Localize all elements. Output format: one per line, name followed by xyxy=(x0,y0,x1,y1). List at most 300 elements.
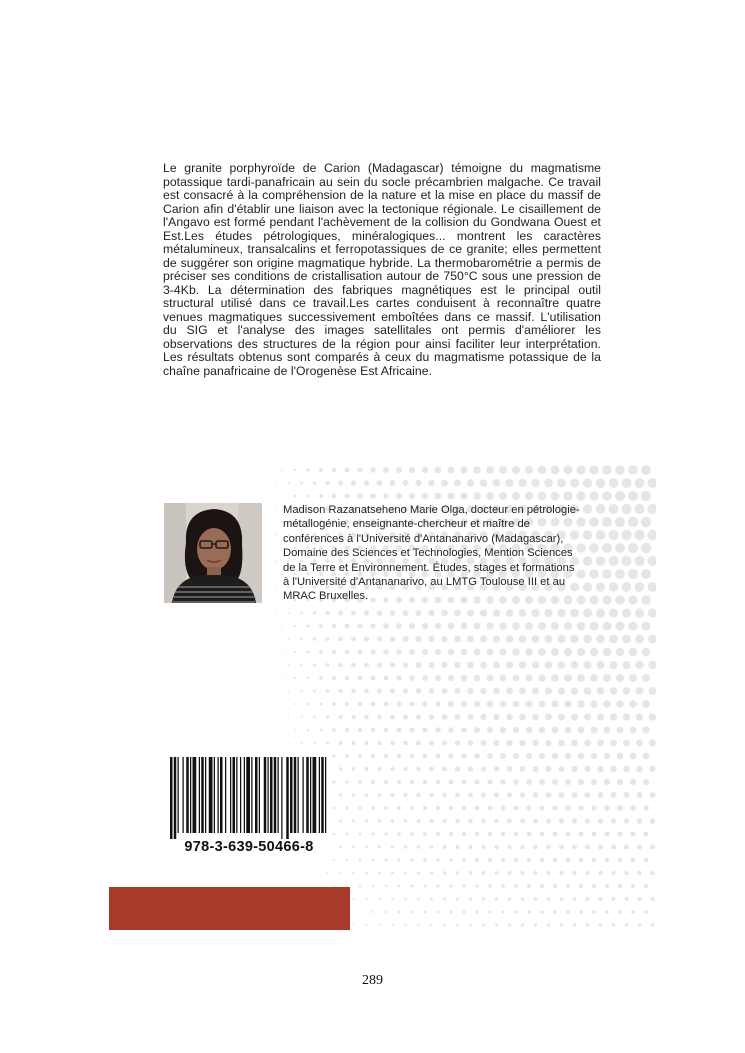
halftone-dot xyxy=(415,480,421,486)
halftone-dot xyxy=(371,780,375,784)
halftone-dot xyxy=(441,480,448,487)
barcode-bar xyxy=(270,757,273,833)
halftone-dot xyxy=(605,884,609,888)
halftone-dot xyxy=(598,792,604,798)
halftone-dot xyxy=(416,767,421,772)
halftone-dot xyxy=(325,611,329,615)
halftone-dot xyxy=(513,779,519,785)
halftone-dot xyxy=(339,872,341,874)
halftone-dot xyxy=(630,805,636,811)
halftone-dot xyxy=(403,741,408,746)
barcode-bar xyxy=(251,757,252,833)
halftone-dot xyxy=(558,766,564,772)
halftone-dot xyxy=(397,780,401,784)
halftone-dot xyxy=(602,543,612,553)
halftone-dot xyxy=(377,610,383,616)
halftone-dot xyxy=(410,780,414,784)
halftone-dot xyxy=(572,871,576,875)
halftone-dot xyxy=(455,740,461,746)
halftone-dot xyxy=(345,624,350,629)
halftone-dot xyxy=(533,871,537,875)
halftone-dot xyxy=(332,780,335,783)
halftone-dot xyxy=(435,753,440,758)
halftone-dot xyxy=(553,910,557,914)
halftone-dot xyxy=(454,688,460,694)
halftone-dot xyxy=(514,832,519,837)
halftone-dot xyxy=(647,530,656,540)
halftone-dot xyxy=(358,728,362,732)
halftone-dot xyxy=(384,832,387,835)
halftone-dot xyxy=(591,753,598,760)
halftone-dot xyxy=(429,793,433,797)
halftone-dot xyxy=(423,858,426,861)
halftone-dot xyxy=(468,845,472,849)
halftone-dot xyxy=(501,884,505,888)
halftone-dot xyxy=(377,480,383,486)
halftone-dot xyxy=(647,504,656,514)
halftone-dot xyxy=(518,479,526,487)
barcode-bar xyxy=(290,757,293,833)
halftone-dot xyxy=(551,466,560,475)
halftone-dot xyxy=(636,740,643,747)
halftone-dot xyxy=(306,624,309,627)
halftone-dot xyxy=(615,595,624,604)
halftone-dot xyxy=(506,688,513,695)
halftone-dot xyxy=(287,612,289,614)
halftone-dot xyxy=(441,662,447,668)
halftone-dot xyxy=(486,648,493,655)
halftone-dot xyxy=(455,793,460,798)
halftone-dot xyxy=(564,700,571,707)
halftone-dot xyxy=(532,714,539,721)
halftone-dot xyxy=(507,792,512,797)
halftone-dot xyxy=(641,517,651,527)
barcode-bar xyxy=(218,757,219,833)
halftone-dot xyxy=(383,675,388,680)
halftone-dot xyxy=(634,530,644,540)
halftone-dot xyxy=(474,701,480,707)
halftone-dot xyxy=(570,609,579,618)
halftone-dot xyxy=(624,897,628,901)
halftone-dot xyxy=(281,625,283,627)
halftone-dot xyxy=(415,610,421,616)
halftone-dot xyxy=(616,674,624,682)
halftone-dot xyxy=(377,767,381,771)
halftone-dot xyxy=(474,649,481,656)
halftone-dot xyxy=(570,478,579,487)
halftone-dot xyxy=(462,832,466,836)
barcode-bar xyxy=(306,757,309,833)
halftone-dot xyxy=(531,609,539,617)
halftone-dot xyxy=(378,793,382,797)
halftone-dot xyxy=(507,871,511,875)
halftone-dot xyxy=(351,610,356,615)
halftone-dot xyxy=(430,924,433,927)
halftone-dot xyxy=(481,845,485,849)
halftone-dot xyxy=(371,702,376,707)
halftone-dot xyxy=(409,701,414,706)
halftone-dot xyxy=(544,479,553,488)
halftone-dot xyxy=(508,923,511,926)
halftone-dot xyxy=(378,898,380,900)
halftone-dot xyxy=(352,846,355,849)
halftone-dot xyxy=(351,715,355,719)
halftone-dot xyxy=(551,700,558,707)
halftone-dot xyxy=(370,649,375,654)
halftone-dot xyxy=(449,858,453,862)
halftone-dot xyxy=(436,884,439,887)
halftone-dot xyxy=(385,885,388,888)
halftone-dot xyxy=(637,897,641,901)
halftone-dot xyxy=(417,871,420,874)
halftone-dot xyxy=(351,663,356,668)
halftone-dot xyxy=(332,650,336,654)
halftone-dot xyxy=(275,586,277,588)
halftone-dot xyxy=(526,753,532,759)
halftone-dot xyxy=(604,831,609,836)
halftone-dot xyxy=(560,923,563,926)
halftone-dot xyxy=(371,806,375,810)
halftone-dot xyxy=(596,478,605,487)
halftone-dot xyxy=(558,714,565,721)
halftone-dot xyxy=(539,805,544,810)
halftone-dot xyxy=(611,818,616,823)
halftone-dot xyxy=(624,871,629,876)
halftone-dot xyxy=(635,661,643,669)
halftone-dot xyxy=(397,858,400,861)
halftone-dot xyxy=(488,910,491,913)
halftone-dot xyxy=(435,649,441,655)
halftone-dot xyxy=(338,481,343,486)
halftone-dot xyxy=(474,727,480,733)
halftone-dot xyxy=(538,674,545,681)
halftone-dot xyxy=(352,767,356,771)
halftone-dot xyxy=(572,818,577,823)
halftone-dot xyxy=(547,923,550,926)
halftone-dot xyxy=(326,715,330,719)
halftone-dot xyxy=(442,819,446,823)
halftone-dot xyxy=(370,493,376,499)
halftone-dot xyxy=(319,624,323,628)
halftone-dot xyxy=(514,884,518,888)
halftone-dot xyxy=(301,742,303,744)
halftone-dot xyxy=(467,636,474,643)
halftone-dot xyxy=(396,675,401,680)
halftone-dot xyxy=(525,466,533,474)
halftone-dot xyxy=(546,792,552,798)
halftone-dot xyxy=(603,700,611,708)
halftone-dot xyxy=(384,858,387,861)
halftone-dot xyxy=(345,780,349,784)
halftone-dot xyxy=(546,845,551,850)
halftone-dot xyxy=(338,689,342,693)
halftone-dot xyxy=(422,467,428,473)
halftone-dot xyxy=(313,689,316,692)
halftone-dot xyxy=(383,467,389,473)
halftone-dot xyxy=(506,661,513,668)
halftone-dot xyxy=(391,924,393,926)
halftone-dot xyxy=(589,465,598,474)
halftone-dot xyxy=(378,872,381,875)
halftone-dot xyxy=(534,923,537,926)
halftone-dot xyxy=(578,727,585,734)
halftone-dot xyxy=(589,569,598,578)
halftone-dot xyxy=(390,715,395,720)
halftone-dot xyxy=(480,688,487,695)
halftone-dot xyxy=(638,923,642,927)
halftone-dot xyxy=(506,635,513,642)
halftone-dot xyxy=(275,482,277,484)
halftone-dot xyxy=(306,468,309,471)
halftone-dot xyxy=(300,612,303,615)
barcode-bar xyxy=(193,757,197,833)
halftone-dot xyxy=(513,727,519,733)
halftone-dot xyxy=(456,845,460,849)
halftone-dot xyxy=(597,740,604,747)
halftone-dot xyxy=(456,924,459,927)
halftone-dot xyxy=(338,611,343,616)
halftone-dot xyxy=(300,664,303,667)
halftone-dot xyxy=(332,702,336,706)
barcode-bar xyxy=(294,757,297,833)
halftone-dot xyxy=(578,753,584,759)
halftone-dot xyxy=(520,871,524,875)
barcode-bar xyxy=(319,757,320,833)
halftone-dot xyxy=(403,662,409,668)
halftone-dot xyxy=(481,766,486,771)
halftone-dot xyxy=(545,740,551,746)
halftone-dot xyxy=(344,493,349,498)
halftone-dot xyxy=(281,677,282,678)
halftone-dot xyxy=(641,595,651,605)
halftone-dot xyxy=(390,688,395,693)
halftone-dot xyxy=(475,910,478,913)
barcode-bar xyxy=(178,757,179,833)
halftone-dot xyxy=(429,714,434,719)
halftone-dot xyxy=(454,479,461,486)
halftone-dot xyxy=(635,635,644,644)
halftone-dot xyxy=(519,635,527,643)
halftone-dot xyxy=(288,716,289,717)
halftone-dot xyxy=(637,792,643,798)
halftone-dot xyxy=(487,727,493,733)
halftone-dot xyxy=(429,819,433,823)
halftone-dot xyxy=(390,610,396,616)
halftone-dot xyxy=(441,610,448,617)
halftone-dot xyxy=(631,884,635,888)
halftone-dot xyxy=(612,923,616,927)
halftone-dot xyxy=(442,740,447,745)
halftone-dot xyxy=(571,661,579,669)
halftone-dot xyxy=(482,924,485,927)
halftone-dot xyxy=(623,713,630,720)
halftone-dot xyxy=(365,872,368,875)
barcode-bar xyxy=(170,757,173,839)
halftone-dot xyxy=(307,651,310,654)
barcode-bar xyxy=(310,757,311,833)
author-photo xyxy=(164,503,262,603)
barcode-bar xyxy=(321,757,324,833)
halftone-dot xyxy=(410,832,414,836)
halftone-dot xyxy=(300,716,302,718)
halftone-dot xyxy=(577,674,585,682)
barcode-bar xyxy=(230,757,231,833)
halftone-dot xyxy=(499,466,507,474)
halftone-dot xyxy=(551,674,559,682)
halftone-dot xyxy=(455,714,461,720)
barcode-bars xyxy=(170,757,328,839)
halftone-dot xyxy=(416,714,421,719)
halftone-dot xyxy=(378,819,382,823)
halftone-dot xyxy=(538,700,545,707)
halftone-dot xyxy=(628,491,638,501)
halftone-dot xyxy=(615,491,625,501)
halftone-dot xyxy=(313,637,316,640)
halftone-dot xyxy=(630,753,637,760)
halftone-dot xyxy=(624,844,629,849)
halftone-dot xyxy=(631,910,635,914)
halftone-dot xyxy=(435,493,442,500)
halftone-dot xyxy=(625,923,629,927)
halftone-dot xyxy=(624,792,630,798)
halftone-dot xyxy=(443,897,446,900)
halftone-dot xyxy=(609,661,617,669)
halftone-dot xyxy=(428,636,434,642)
barcode-bar xyxy=(274,757,277,833)
halftone-dot xyxy=(602,465,611,474)
halftone-dot xyxy=(467,609,474,616)
halftone-dot xyxy=(642,700,650,708)
halftone-dot xyxy=(545,714,552,721)
halftone-dot xyxy=(275,638,276,639)
halftone-dot xyxy=(643,831,648,836)
halftone-dot xyxy=(635,478,645,488)
halftone-dot xyxy=(596,582,605,591)
barcode-bar xyxy=(325,757,326,833)
halftone-dot xyxy=(576,465,585,474)
halftone-dot xyxy=(469,871,473,875)
halftone-dot xyxy=(521,923,524,926)
halftone-dot xyxy=(372,859,375,862)
halftone-dot xyxy=(319,468,323,472)
halftone-dot xyxy=(500,675,507,682)
halftone-dot xyxy=(507,819,512,824)
halftone-dot xyxy=(333,859,335,861)
barcode-bar xyxy=(199,757,200,833)
halftone-dot xyxy=(487,753,493,759)
halftone-dot xyxy=(571,687,579,695)
halftone-dot xyxy=(460,466,467,473)
halftone-dot xyxy=(424,911,427,914)
halftone-dot xyxy=(566,884,570,888)
halftone-dot xyxy=(584,713,591,720)
halftone-dot xyxy=(275,612,276,613)
halftone-dot xyxy=(409,493,415,499)
halftone-dot xyxy=(513,805,518,810)
halftone-dot xyxy=(552,753,558,759)
halftone-dot xyxy=(579,884,583,888)
halftone-dot xyxy=(557,479,566,488)
halftone-dot xyxy=(417,819,421,823)
halftone-dot xyxy=(332,468,337,473)
halftone-dot xyxy=(357,493,362,498)
halftone-dot xyxy=(404,924,406,926)
halftone-dot xyxy=(442,793,447,798)
halftone-dot xyxy=(610,740,617,747)
halftone-dot xyxy=(602,569,612,579)
halftone-dot xyxy=(345,806,348,809)
halftone-dot xyxy=(441,636,447,642)
halftone-dot xyxy=(495,923,498,926)
barcode-bar xyxy=(190,757,191,833)
halftone-dot xyxy=(345,676,350,681)
halftone-dot xyxy=(422,649,428,655)
halftone-dot xyxy=(538,648,546,656)
halftone-dot xyxy=(486,492,494,500)
halftone-dot xyxy=(404,845,407,848)
halftone-dot xyxy=(462,884,465,887)
halftone-dot xyxy=(609,478,619,488)
halftone-dot xyxy=(520,819,525,824)
halftone-dot xyxy=(351,637,356,642)
halftone-dot xyxy=(570,635,578,643)
halftone-dot xyxy=(629,648,638,657)
halftone-dot xyxy=(495,871,499,875)
halftone-dot xyxy=(358,676,363,681)
halftone-dot xyxy=(609,608,618,617)
halftone-dot xyxy=(603,648,611,656)
halftone-dot xyxy=(649,713,656,720)
barcode-bar xyxy=(268,757,269,833)
halftone-dot xyxy=(351,689,356,694)
halftone-dot xyxy=(546,871,550,875)
halftone-dot xyxy=(545,687,552,694)
halftone-dot xyxy=(629,674,637,682)
halftone-dot xyxy=(468,819,473,824)
halftone-dot xyxy=(346,859,349,862)
barcode-bar xyxy=(313,757,317,833)
barcode-bar xyxy=(244,757,245,833)
barcode-bar xyxy=(264,757,267,833)
halftone-dot xyxy=(559,845,564,850)
halftone-dot xyxy=(643,779,649,785)
halftone-dot xyxy=(501,832,506,837)
halftone-dot xyxy=(500,701,507,708)
halftone-dot xyxy=(616,622,625,631)
halftone-dot xyxy=(486,622,493,629)
halftone-dot xyxy=(547,897,551,901)
barcode-bar xyxy=(233,757,236,833)
halftone-dot xyxy=(377,689,382,694)
halftone-dot xyxy=(648,661,656,669)
halftone-dot xyxy=(455,819,459,823)
halftone-dot xyxy=(631,858,636,863)
halftone-dot xyxy=(268,547,269,548)
halftone-dot xyxy=(447,492,454,499)
halftone-dot xyxy=(532,661,540,669)
halftone-dot xyxy=(430,898,433,901)
halftone-dot xyxy=(443,924,446,927)
barcode-bar xyxy=(286,757,289,839)
halftone-dot xyxy=(621,530,631,540)
halftone-dot xyxy=(391,819,395,823)
halftone-dot xyxy=(538,466,546,474)
halftone-dot xyxy=(507,845,511,849)
halftone-dot xyxy=(364,663,369,668)
halftone-dot xyxy=(423,884,426,887)
halftone-dot xyxy=(454,610,461,617)
halftone-dot xyxy=(499,622,507,630)
